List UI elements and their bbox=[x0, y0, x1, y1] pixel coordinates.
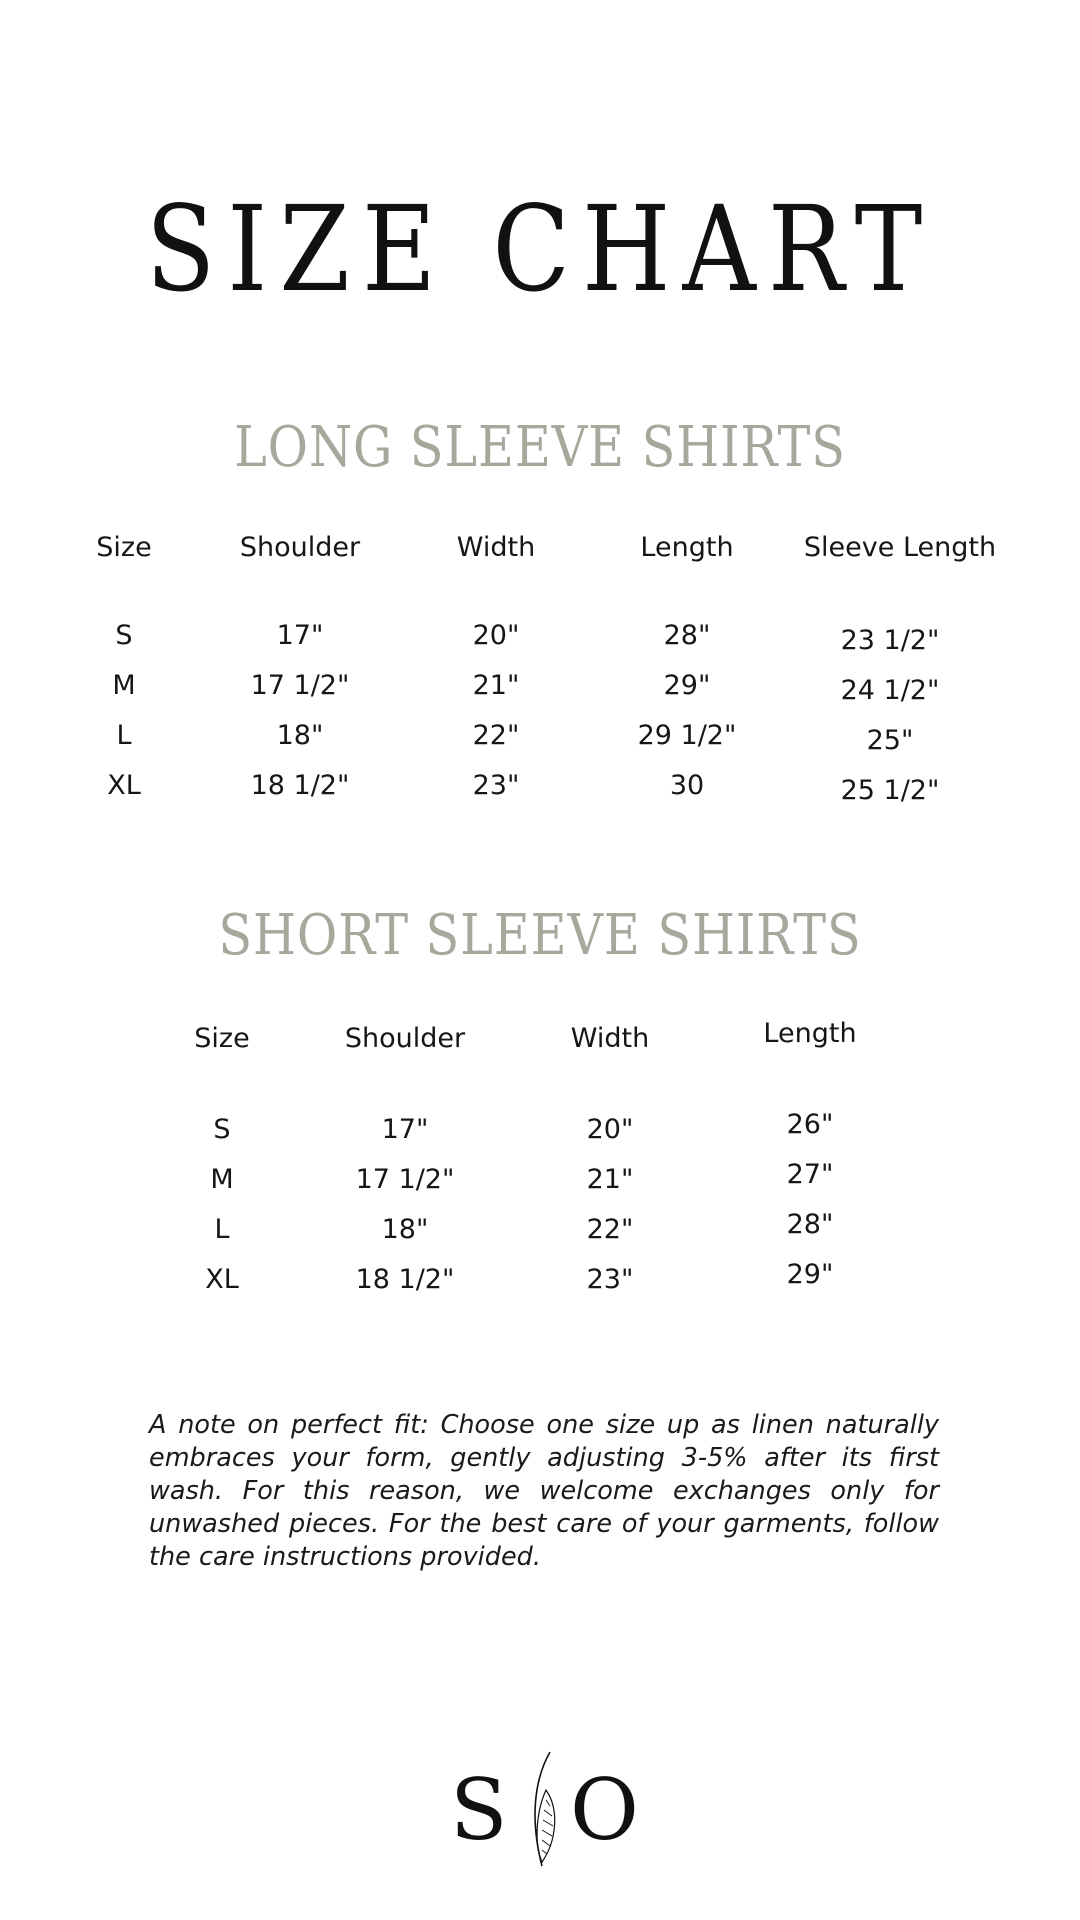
table-cell: 20" bbox=[472, 620, 520, 651]
table-cell: 29 1/2" bbox=[637, 720, 737, 751]
table-cell: 17" bbox=[276, 620, 324, 651]
table-cell: 27" bbox=[786, 1159, 834, 1190]
table-cell: L bbox=[214, 1214, 230, 1245]
table-cell: 18 1/2" bbox=[355, 1264, 455, 1295]
leaf-icon bbox=[520, 1750, 570, 1870]
table-cell: M bbox=[210, 1164, 234, 1195]
long-sleeve-heading: LONG SLEEVE SHIRTS bbox=[234, 415, 846, 480]
table-header: Width bbox=[456, 532, 536, 563]
table-header: Size bbox=[96, 532, 152, 563]
table-cell: 25 1/2" bbox=[840, 775, 940, 806]
table-cell: 20" bbox=[586, 1114, 634, 1145]
table-cell: XL bbox=[107, 770, 141, 801]
table-cell: 28" bbox=[786, 1209, 834, 1240]
table-header: Sleeve Length bbox=[803, 532, 997, 563]
table-header: Length bbox=[763, 1018, 857, 1049]
short-sleeve-heading: SHORT SLEEVE SHIRTS bbox=[218, 903, 862, 968]
table-header: Shoulder bbox=[239, 532, 361, 563]
table-cell: 28" bbox=[663, 620, 711, 651]
fit-note: A note on perfect fit: Choose one size up as linen naturally embraces your form, gently adjusting 3-5% after its first wash. For this reason, we welcome exchanges only for unwashed pieces. For the best care of your garments, follow the care instructions provided. bbox=[149, 1409, 939, 1572]
table-cell: 26" bbox=[786, 1109, 834, 1140]
table-cell: 18 1/2" bbox=[250, 770, 350, 801]
table-cell: 21" bbox=[586, 1164, 634, 1195]
table-header: Width bbox=[570, 1023, 650, 1054]
table-cell: S bbox=[115, 620, 133, 651]
table-cell: 17 1/2" bbox=[250, 670, 350, 701]
table-cell: 23" bbox=[472, 770, 520, 801]
table-header: Shoulder bbox=[344, 1023, 466, 1054]
table-cell: 30 bbox=[669, 770, 705, 801]
table-cell: 23 1/2" bbox=[840, 625, 940, 656]
table-cell: 29" bbox=[663, 670, 711, 701]
table-cell: 21" bbox=[472, 670, 520, 701]
table-cell: L bbox=[116, 720, 132, 751]
logo-letter-s: S bbox=[450, 1761, 508, 1859]
table-cell: S bbox=[213, 1114, 231, 1145]
table-cell: 29" bbox=[786, 1259, 834, 1290]
table-cell: 22" bbox=[586, 1214, 634, 1245]
page-title: SIZE CHART bbox=[145, 180, 935, 318]
table-header: Size bbox=[194, 1023, 250, 1054]
table-cell: 24 1/2" bbox=[840, 675, 940, 706]
brand-logo bbox=[440, 1750, 650, 1870]
table-cell: 17" bbox=[381, 1114, 429, 1145]
logo-letter-o: O bbox=[570, 1761, 639, 1859]
table-cell: 17 1/2" bbox=[355, 1164, 455, 1195]
table-cell: 18" bbox=[381, 1214, 429, 1245]
table-cell: 22" bbox=[472, 720, 520, 751]
table-cell: 23" bbox=[586, 1264, 634, 1295]
table-cell: 18" bbox=[276, 720, 324, 751]
table-cell: M bbox=[112, 670, 136, 701]
table-cell: 25" bbox=[866, 725, 914, 756]
table-header: Length bbox=[640, 532, 734, 563]
table-cell: XL bbox=[205, 1264, 239, 1295]
